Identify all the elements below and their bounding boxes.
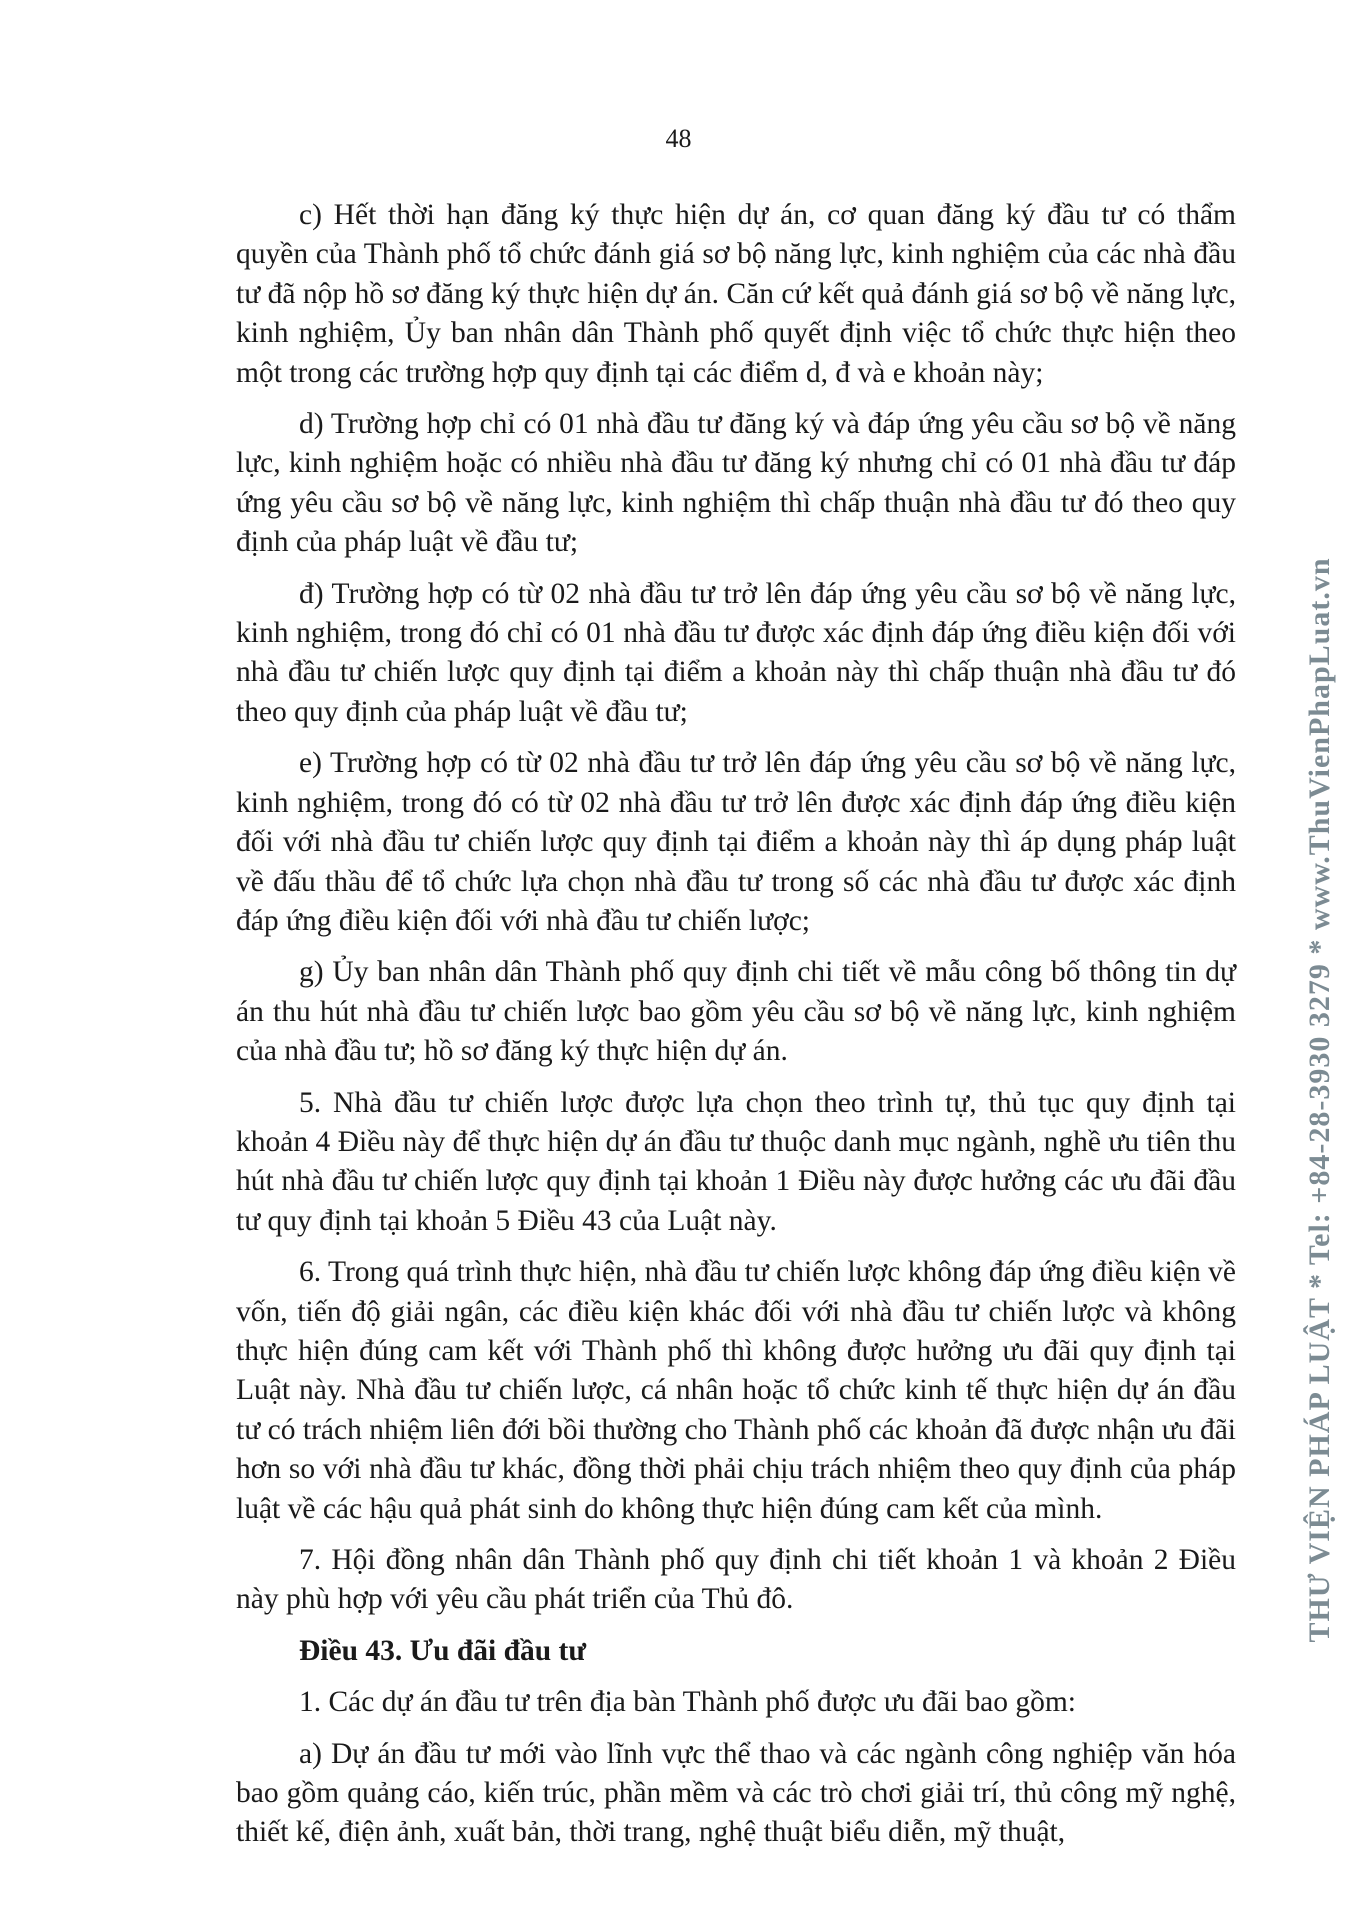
paragraph-c: c) Hết thời hạn đăng ký thực hiện dự án, cơ quan đăng ký đầu tư có thẩm quyền của Thành phố tổ chức đánh giá sơ bộ năng lực, kinh nghiệm của các nhà đầu tư đã nộp hồ sơ đăng ký thực hiện dự án. Căn cứ kết quả đánh giá sơ bộ về năng lực, kinh nghiệm, Ủy ban nhân dân Thành phố quyết định việc tổ chức thực hiện theo một trong các trường hợp quy định tại các điểm d, đ và e khoản này;	[236, 199, 1236, 389]
paragraph-g: g) Ủy ban nhân dân Thành phố quy định chi tiết về mẫu công bố thông tin dự án thu hút nhà đầu tư chiến lược bao gồm yêu cầu sơ bộ về năng lực, kinh nghiệm của nhà đầu tư; hồ sơ đăng ký thực hiện dự án.	[236, 956, 1236, 1068]
paragraph-6: 6. Trong quá trình thực hiện, nhà đầu tư chiến lược không đáp ứng điều kiện về vốn, tiến độ giải ngân, các điều kiện khác đối với nhà đầu tư chiến lược và không thực hiện đúng cam kết với Thành phố thì không được hưởng ưu đãi quy định tại Luật này. Nhà đầu tư chiến lược, cá nhân hoặc tổ chức kinh tế thực hiện dự án đầu tư có trách nhiệm liên đới bồi thường cho Thành phố các khoản đã được nhận ưu đãi hơn so với nhà đầu tư khác, đồng thời phải chịu trách nhiệm theo quy định của pháp luật về các hậu quả phát sinh do không thực hiện đúng cam kết của mình.	[236, 1256, 1236, 1525]
page-number: 48	[665, 124, 692, 153]
paragraph-43-1: 1. Các dự án đầu tư trên địa bàn Thành phố được ưu đãi bao gồm:	[299, 1686, 1076, 1719]
paragraph-dd: đ) Trường hợp có từ 02 nhà đầu tư trở lên đáp ứng yêu cầu sơ bộ về năng lực, kinh nghiệm, trong đó chỉ có 01 nhà đầu tư được xác định đáp ứng điều kiện đối với nhà đầu tư chiến lược quy định tại điểm a khoản này thì chấp thuận nhà đầu tư đó theo quy định của pháp luật về đầu tư;	[236, 577, 1236, 728]
paragraph-e: e) Trường hợp có từ 02 nhà đầu tư trở lên đáp ứng yêu cầu sơ bộ về năng lực, kinh nghiệm, trong đó có từ 02 nhà đầu tư trở lên được xác định đáp ứng điều kiện đối với nhà đầu tư chiến lược quy định tại điểm a khoản này thì áp dụng pháp luật về đấu thầu để tổ chức lựa chọn nhà đầu tư trong số các nhà đầu tư được xác định đáp ứng điều kiện đối với nhà đầu tư chiến lược;	[236, 747, 1236, 937]
watermark-text: THƯ VIỆN PHÁP LUẬT * Tel: +84-28-3930 3279 * www.ThuVienPhapLuat.vn	[1303, 557, 1336, 1643]
document-body	[236, 196, 1236, 1865]
article-43-heading: Điều 43. Ưu đãi đầu tư	[299, 1634, 587, 1667]
paragraph-43-1a: a) Dự án đầu tư mới vào lĩnh vực thể thao và các ngành công nghiệp văn hóa bao gồm quảng cáo, kiến trúc, phần mềm và các trò chơi giải trí, thủ công mỹ nghệ, thiết kế, điện ảnh, xuất bản, thời trang, nghệ thuật biểu diễn, mỹ thuật,	[236, 1737, 1236, 1849]
paragraph-7: 7. Hội đồng nhân dân Thành phố quy định chi tiết khoản 1 và khoản 2 Điều này phù hợp với yêu cầu phát triển của Thủ đô.	[236, 1544, 1236, 1616]
paragraph-5: 5. Nhà đầu tư chiến lược được lựa chọn theo trình tự, thủ tục quy định tại khoản 4 Điều này để thực hiện dự án đầu tư thuộc danh mục ngành, nghề ưu tiên thu hút nhà đầu tư chiến lược quy định tại khoản 1 Điều này được hưởng các ưu đãi đầu tư quy định tại khoản 5 Điều 43 của Luật này.	[236, 1086, 1236, 1237]
paragraph-d: d) Trường hợp chỉ có 01 nhà đầu tư đăng ký và đáp ứng yêu cầu sơ bộ về năng lực, kinh nghiệm hoặc có nhiều nhà đầu tư đăng ký nhưng chỉ có 01 nhà đầu tư đáp ứng yêu cầu sơ bộ về năng lực, kinh nghiệm thì chấp thuận nhà đầu tư đó theo quy định của pháp luật về đầu tư;	[236, 408, 1236, 559]
